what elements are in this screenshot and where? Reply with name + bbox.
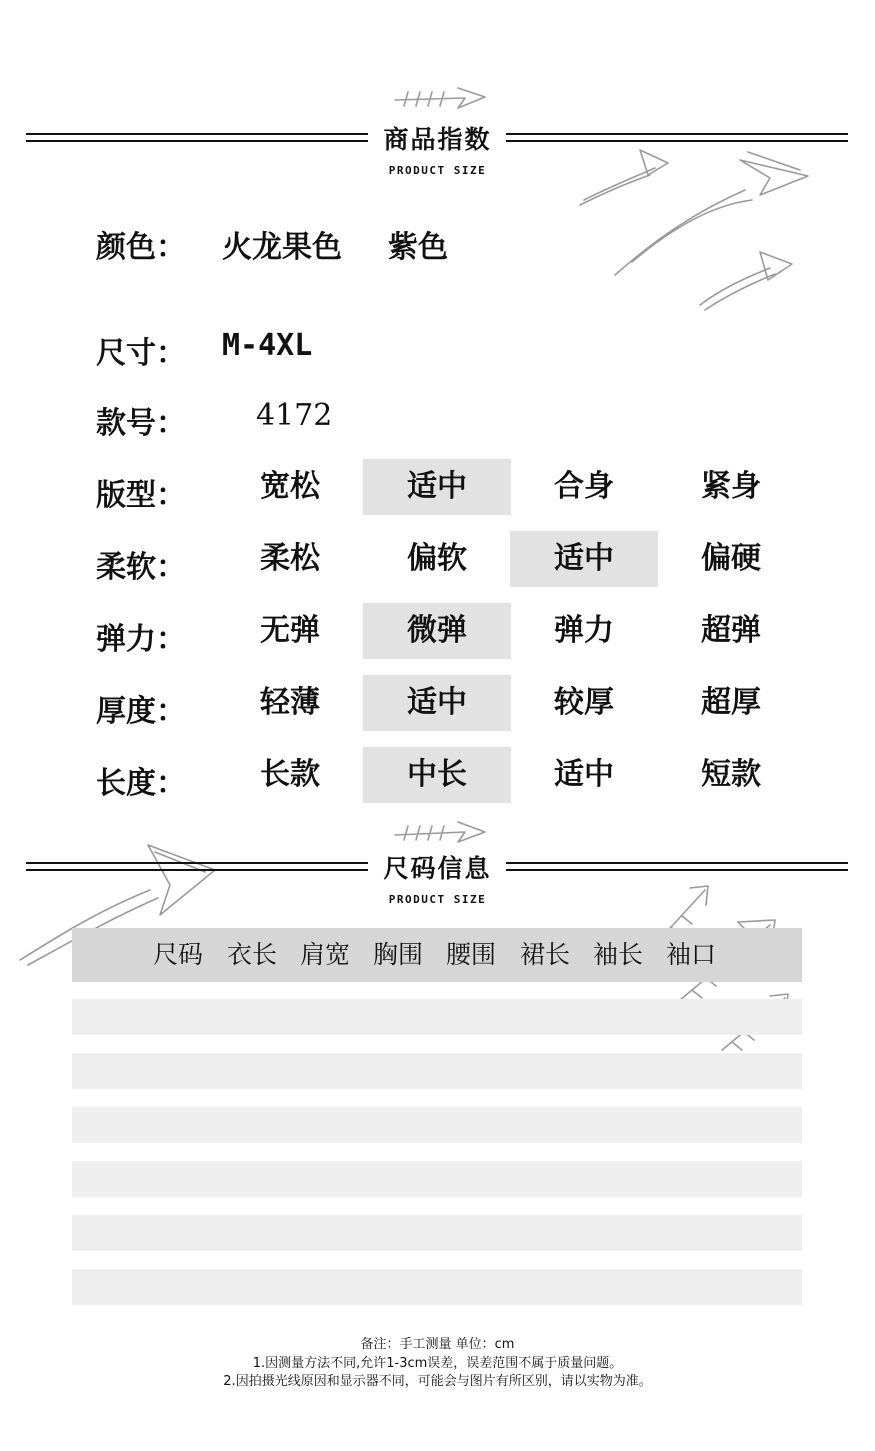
size-table-row <box>72 1053 802 1089</box>
color-value-2: 紫色 <box>388 230 448 265</box>
attribute-label: 厚度： <box>96 694 186 729</box>
attribute-label: 长度： <box>96 766 186 801</box>
size-table-row <box>72 1215 802 1251</box>
color-label: 颜色： <box>96 230 186 265</box>
size-table-column: 袖口 <box>666 940 717 969</box>
attribute-option: 较厚 <box>554 685 614 720</box>
size-table-row <box>72 999 802 1035</box>
attribute-option: 适中 <box>554 757 614 792</box>
note-line-2: 1.因测量方法不同,允许1-3cm误差，误差范围不属于质量问题。 <box>252 1356 623 1371</box>
attribute-label: 弹力： <box>96 622 186 657</box>
attribute-option: 柔松 <box>260 541 320 576</box>
size-table-column: 裙长 <box>520 940 571 969</box>
section-subtitle: PRODUCT SIZE <box>388 164 487 177</box>
attribute-option: 无弹 <box>260 613 320 648</box>
attribute-option: 紧身 <box>701 469 761 504</box>
size-table-column: 肩宽 <box>300 940 351 969</box>
attribute-label: 版型： <box>96 478 186 513</box>
size-table-row <box>72 1269 802 1305</box>
style-value: 4172 <box>256 398 333 433</box>
size-table-column: 胸围 <box>373 940 424 969</box>
color-value-1: 火龙果色 <box>222 230 342 265</box>
attribute-option: 轻薄 <box>260 685 320 720</box>
size-value: M-4XL <box>222 328 313 363</box>
attribute-option: 宽松 <box>260 469 320 504</box>
section-title: 尺码信息 <box>383 854 492 883</box>
section-title: 商品指数 <box>383 125 492 154</box>
attribute-option: 合身 <box>554 469 614 504</box>
size-table-row <box>72 1107 802 1143</box>
size-table-header <box>72 928 802 982</box>
attribute-option-selected: 适中 <box>363 675 511 731</box>
attribute-option: 偏软 <box>407 541 467 576</box>
size-table-row <box>72 1161 802 1197</box>
attribute-option: 长款 <box>260 757 320 792</box>
style-label: 款号： <box>96 406 186 441</box>
size-table-column: 袖长 <box>593 940 644 969</box>
note-line-3: 2.因拍摄光线原因和显示器不同，可能会与图片有所区别，请以实物为准。 <box>223 1374 652 1389</box>
attribute-option-selected: 适中 <box>510 531 658 587</box>
attribute-option: 弹力 <box>554 613 614 648</box>
attribute-option-selected: 中长 <box>363 747 511 803</box>
note-line-1: 备注：手工测量 单位：cm <box>360 1337 515 1352</box>
size-table-column: 尺码 <box>153 940 204 969</box>
size-table-column: 腰围 <box>446 940 497 969</box>
size-label: 尺寸： <box>96 336 186 371</box>
attribute-option: 偏硬 <box>701 541 761 576</box>
attribute-option-selected: 适中 <box>363 459 511 515</box>
attribute-option: 超弹 <box>701 613 761 648</box>
attribute-option: 短款 <box>701 757 761 792</box>
attribute-option: 超厚 <box>701 685 761 720</box>
attribute-option-selected: 微弹 <box>363 603 511 659</box>
size-table-column: 衣长 <box>227 940 278 969</box>
attribute-label: 柔软： <box>96 550 186 585</box>
section-subtitle: PRODUCT SIZE <box>388 893 487 906</box>
